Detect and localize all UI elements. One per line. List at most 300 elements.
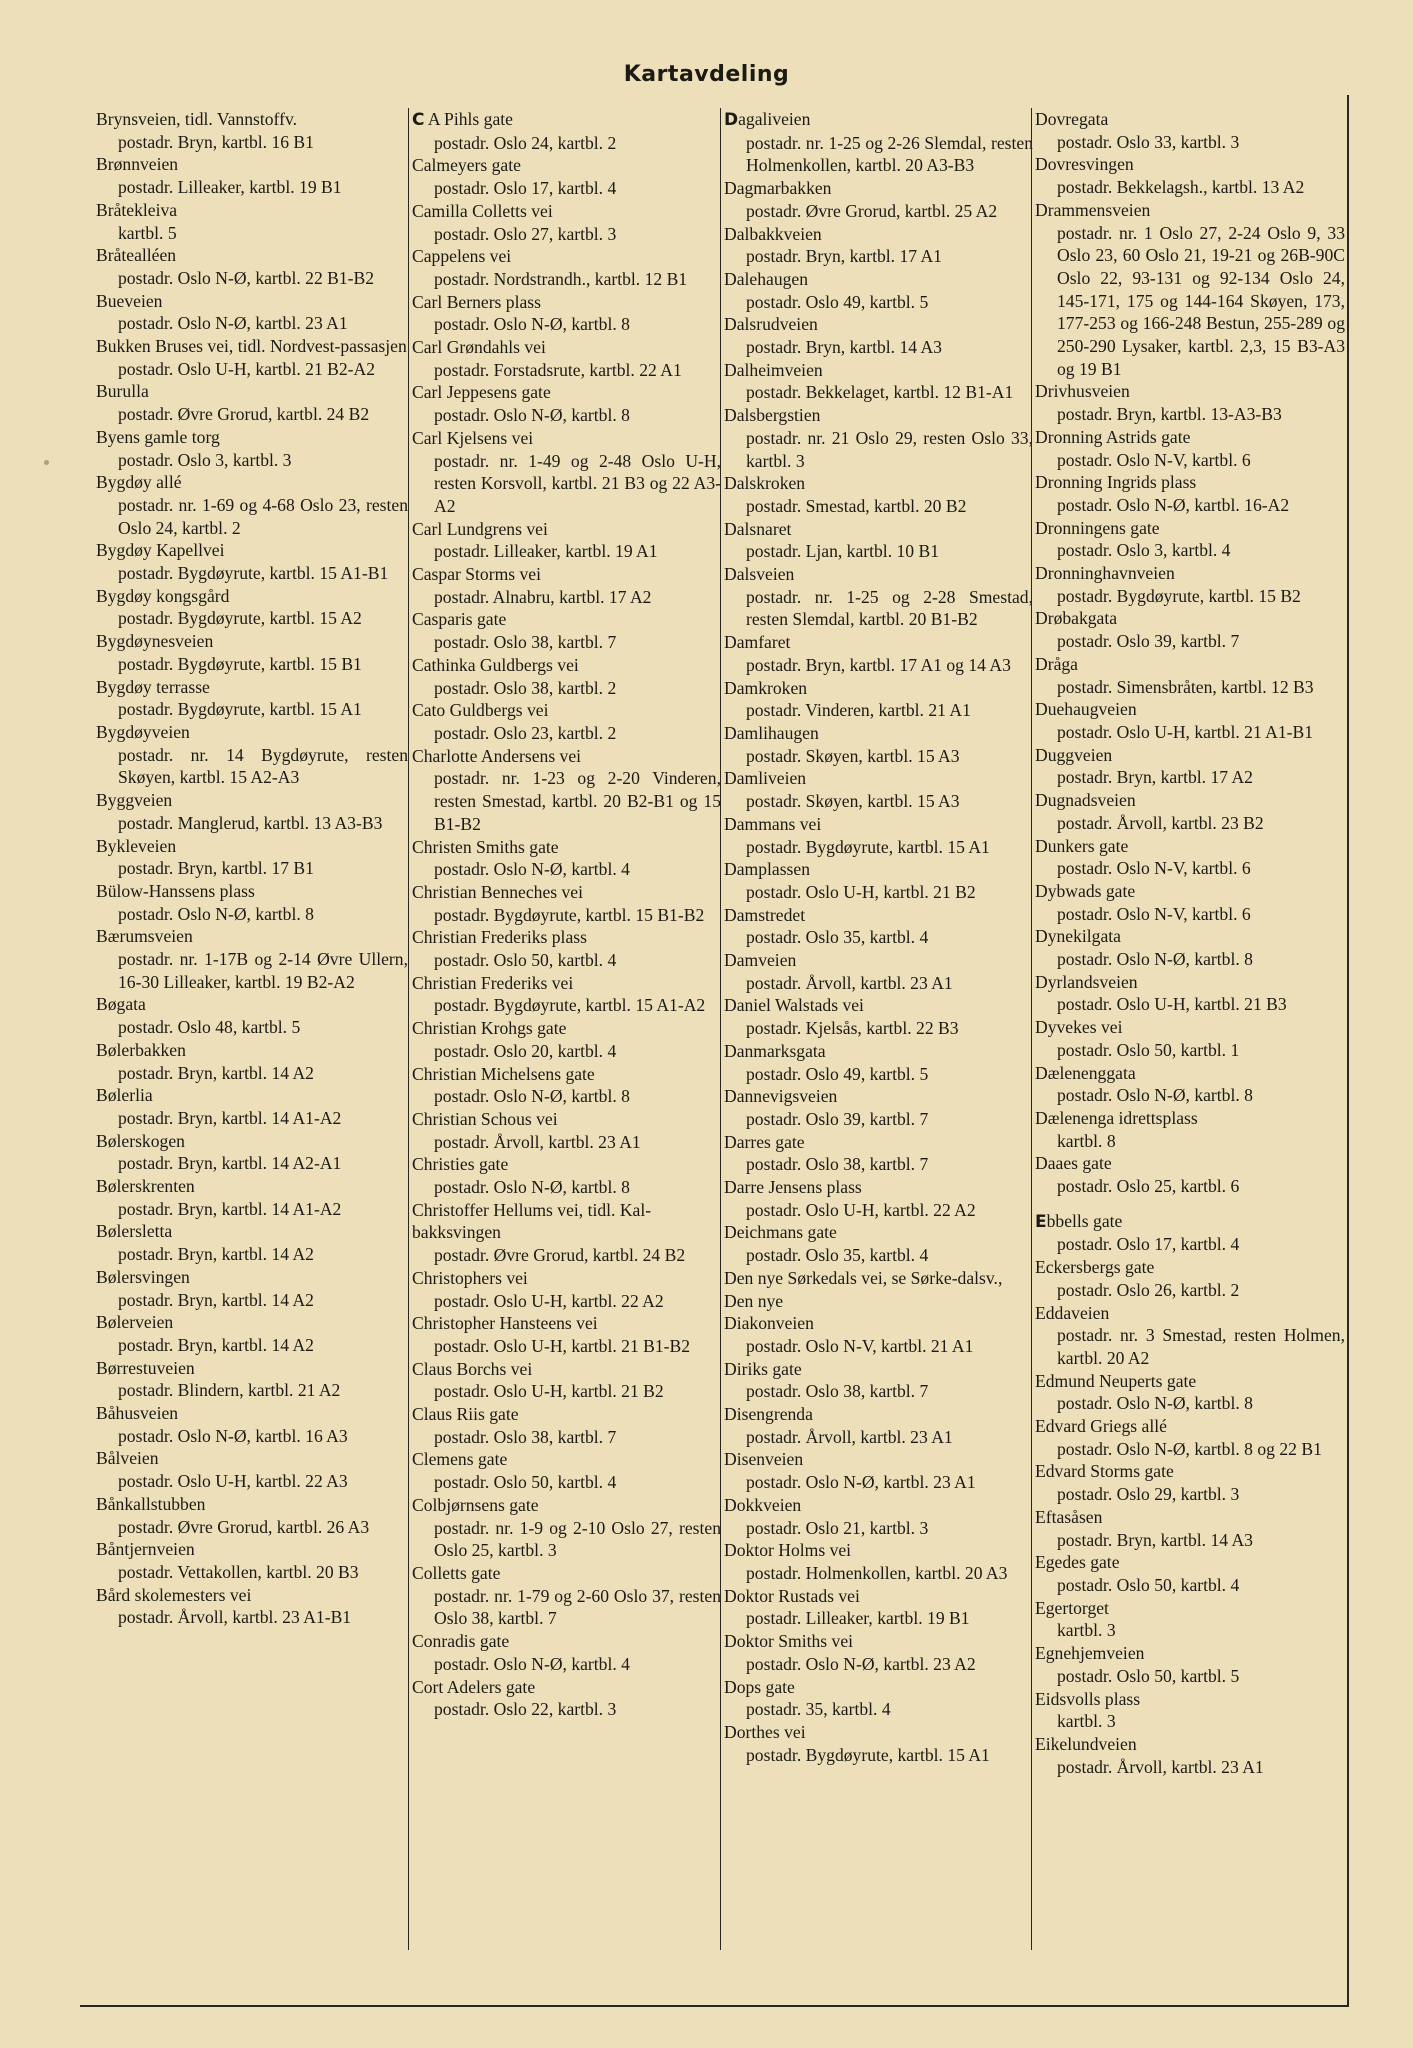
street-entry (412, 1448, 721, 1493)
postal-info: postadr. nr. 1-49 og 2-48 Oslo U-H, resten Korsvoll, kartbl. 21 B3 og 22 A3-A2 (434, 450, 721, 516)
street-entry (1035, 1107, 1345, 1152)
postal-info: postadr. Blindern, kartbl. 21 A2 (118, 1380, 341, 1401)
street-entry (412, 1267, 721, 1312)
street-entry (412, 291, 721, 336)
street-name: Carl Lundgrens vei (412, 518, 548, 539)
postal-info: postadr. Oslo 21, kartbl. 3 (746, 1517, 929, 1538)
street-name: Drammensveien (1035, 199, 1151, 220)
postal-info: postadr. Bryn, kartbl. 17 B1 (118, 858, 314, 879)
street-entry (724, 472, 1033, 517)
street-name: Bølerbakken (96, 1039, 186, 1060)
street-entry (1035, 744, 1345, 789)
street-entry (1035, 1302, 1345, 1370)
street-entry (724, 677, 1033, 722)
postal-info: postadr. Årvoll, kartbl. 23 A1 (746, 1426, 953, 1447)
postal-info: postadr. Bygdøyrute, kartbl. 15 A1-B1 (118, 563, 389, 584)
street-name: Darre Jensens plass (724, 1177, 862, 1198)
street-entry (412, 154, 721, 199)
street-name: Båntjernveien (96, 1539, 195, 1560)
street-entry (412, 1630, 721, 1675)
postal-info: postadr. nr. 1-79 og 2-60 Oslo 37, resten Oslo 38, kartbl. 7 (434, 1585, 721, 1629)
street-name: Eddaveien (1035, 1302, 1110, 1323)
postal-info: postadr. Oslo N-Ø, kartbl. 8 og 22 B1 (1057, 1438, 1322, 1459)
street-name: Darres gate (724, 1131, 805, 1152)
postal-info: postadr. Oslo N-Ø, kartbl. 22 B1-B2 (118, 267, 375, 288)
street-entry (1035, 1551, 1345, 1596)
street-name: Dronning Astrids gate (1035, 426, 1191, 447)
street-name: Egnehjemveien (1035, 1643, 1145, 1664)
street-name: Doktor Rustads vei (724, 1585, 860, 1606)
street-name: Dalsveien (724, 564, 795, 585)
postal-info: postadr. Oslo N-Ø, kartbl. 8 (434, 314, 630, 335)
street-entry (96, 153, 408, 198)
street-name: Dælenenga idrettsplass (1035, 1107, 1198, 1128)
postal-info: postadr. Bygdøyrute, kartbl. 15 B2 (1057, 585, 1301, 606)
postal-info: postadr. Simensbråten, kartbl. 12 B3 (1057, 676, 1314, 697)
postal-info: postadr. Oslo 50, kartbl. 4 (434, 950, 617, 971)
postal-info: postadr. Manglerud, kartbl. 13 A3-B3 (118, 812, 383, 833)
street-entry (724, 1040, 1033, 1085)
street-name: Bålveien (96, 1448, 159, 1469)
street-entry (412, 1403, 721, 1448)
postal-info: postadr. Forstadsrute, kartbl. 22 A1 (434, 359, 682, 380)
street-name: Byens gamle torg (96, 426, 220, 447)
postal-info: postadr. Oslo 39, kartbl. 7 (1057, 631, 1240, 652)
street-name: Bukken Bruses vei, tidl. Nordvest-passasjen (96, 336, 407, 357)
street-entry (96, 1084, 408, 1129)
street-entry (724, 813, 1033, 858)
postal-info: postadr. Oslo N-V, kartbl. 21 A1 (746, 1335, 974, 1356)
street-entry (96, 1402, 408, 1447)
street-name: Dunkers gate (1035, 835, 1129, 856)
street-entry (96, 1584, 408, 1629)
street-entry (1035, 426, 1345, 471)
street-entry (412, 699, 721, 744)
postal-info: postadr. Oslo 38, kartbl. 7 (434, 1426, 617, 1447)
street-entry (96, 789, 408, 834)
postal-info: postadr. Oslo 35, kartbl. 4 (746, 1245, 929, 1266)
street-entry (724, 268, 1033, 313)
street-entry (724, 1494, 1033, 1539)
street-name: Eckersbergs gate (1035, 1257, 1155, 1278)
column-2 (408, 108, 721, 1950)
section-initial: C (412, 110, 425, 130)
street-name: Carl Jeppesens gate (412, 382, 551, 403)
street-entry (1035, 1370, 1345, 1415)
street-name: Clemens gate (412, 1449, 508, 1470)
street-entry (96, 585, 408, 630)
street-entry (412, 881, 721, 926)
street-entry (1035, 880, 1345, 925)
street-name: Deichmans gate (724, 1222, 837, 1243)
street-name: Dyrlandsveien (1035, 971, 1138, 992)
postal-info: kartbl. 5 (118, 222, 177, 243)
street-entry (96, 676, 408, 721)
street-name: Båhusveien (96, 1403, 179, 1424)
street-name: Bueveien (96, 290, 163, 311)
postal-info: postadr. Oslo 29, kartbl. 3 (1057, 1484, 1240, 1505)
street-entry (412, 518, 721, 563)
street-name: Dovregata (1035, 109, 1109, 129)
street-name: Christopher Hansteens vei (412, 1313, 598, 1334)
street-name: Bøgata (96, 994, 146, 1015)
street-entry (1035, 1688, 1345, 1733)
street-entry (724, 904, 1033, 949)
postal-info: postadr. Skøyen, kartbl. 15 A3 (746, 791, 960, 812)
postal-info: postadr. nr. 1-69 og 4-68 Oslo 23, resten Oslo 24, kartbl. 2 (118, 494, 408, 538)
street-entry (724, 518, 1033, 563)
street-name: Doktor Holms vei (724, 1540, 852, 1561)
postal-info: postadr. Vettakollen, kartbl. 20 B3 (118, 1562, 359, 1582)
postal-info: postadr. Årvoll, kartbl. 23 A1-B1 (118, 1607, 352, 1628)
street-name: Bråtealléen (96, 245, 177, 266)
postal-info: postadr. nr. 14 Bygdøyrute, resten Skøyen, kartbl. 15 A2-A3 (118, 744, 408, 788)
postal-info: postadr. nr. 21 Oslo 29, resten Oslo 33, kartbl. 3 (746, 427, 1033, 471)
postal-info: postadr. nr. 1-9 og 2-10 Oslo 27, resten Oslo 25, kartbl. 3 (434, 1517, 721, 1561)
paper-spot (44, 460, 49, 465)
section-initial: E (1035, 1211, 1047, 1232)
street-entry (96, 835, 408, 880)
postal-info: postadr. Lilleaker, kartbl. 19 B1 (746, 1608, 970, 1629)
postal-info: postadr. nr. 1-23 og 2-20 Vinderen, resten Smestad, kartbl. 20 B2-B1 og 15 B1-B2 (434, 768, 721, 834)
postal-info: postadr. Oslo 35, kartbl. 4 (746, 927, 929, 948)
postal-info: postadr. Oslo N-V, kartbl. 6 (1057, 858, 1251, 879)
street-name: Bølersletta (96, 1221, 173, 1242)
street-name: Dalsnaret (724, 518, 792, 539)
street-entry (96, 1130, 408, 1175)
street-entry (412, 427, 721, 518)
street-entry (1035, 1597, 1345, 1642)
street-entry (1035, 971, 1345, 1016)
street-name: Den nye Sørkedals vei, se Sørke-dalsv., Den nye (724, 1267, 1003, 1311)
street-name: Dorthes vei (724, 1721, 806, 1742)
street-name: C A Pihls gate (412, 109, 513, 130)
postal-info: postadr. Oslo N-Ø, kartbl. 8 (434, 1177, 630, 1198)
postal-info: postadr. Oslo 17, kartbl. 4 (434, 178, 617, 199)
postal-info: postadr. Oslo 49, kartbl. 5 (746, 291, 929, 312)
street-name: Carl Berners plass (412, 291, 541, 312)
street-name: Cappelens vei (412, 246, 512, 267)
column-4 (1031, 108, 1345, 1950)
section-initial: D (724, 110, 739, 130)
postal-info: kartbl. 3 (1057, 1711, 1116, 1732)
street-entry (724, 1085, 1033, 1130)
street-name: Dammans vei (724, 813, 822, 834)
postal-info: postadr. Oslo 23, kartbl. 2 (434, 722, 617, 743)
postal-info: postadr. Oslo 50, kartbl. 1 (1057, 1039, 1240, 1060)
street-entry (724, 1312, 1033, 1357)
street-name: Claus Borchs vei (412, 1358, 533, 1379)
street-entry (1035, 108, 1345, 153)
street-entry (96, 1357, 408, 1402)
street-name: Eikelundveien (1035, 1733, 1137, 1754)
street-name: Edvard Storms gate (1035, 1461, 1174, 1482)
street-entry (412, 245, 721, 290)
street-name: Diakonveien (724, 1313, 814, 1334)
street-entry (1035, 1460, 1345, 1505)
street-name: Caspar Storms vei (412, 564, 542, 585)
postal-info: postadr. Bryn, kartbl. 17 A1 og 14 A3 (746, 654, 1011, 675)
postal-info: postadr. Bryn, kartbl. 14 A2 (118, 1334, 314, 1355)
street-entry (96, 426, 408, 471)
postal-info: postadr. Oslo N-Ø, kartbl. 8 (434, 405, 630, 426)
postal-info: postadr. Oslo 20, kartbl. 4 (434, 1040, 617, 1061)
postal-info: postadr. Oslo 24, kartbl. 2 (434, 132, 617, 153)
street-entry (412, 563, 721, 608)
street-name: Carl Kjelsens vei (412, 427, 534, 448)
postal-info: postadr. Oslo 3, kartbl. 4 (1057, 540, 1231, 561)
postal-info: postadr. Bryn, kartbl. 14 A2 (118, 1244, 314, 1265)
street-entry (96, 1493, 408, 1538)
street-entry (1035, 653, 1345, 698)
street-entry (96, 1039, 408, 1084)
postal-info: postadr. Bryn, kartbl. 14 A3 (1057, 1529, 1253, 1550)
street-name: Dalskroken (724, 473, 806, 494)
postal-info: postadr. Nordstrandh., kartbl. 12 B1 (434, 268, 688, 289)
street-name: Bærumsveien (96, 926, 193, 947)
street-name: Casparis gate (412, 609, 507, 630)
street-entry (724, 313, 1033, 358)
postal-info: postadr. Bygdøyrute, kartbl. 15 A1 (118, 699, 362, 720)
postal-info: postadr. Oslo 38, kartbl. 7 (434, 632, 617, 653)
street-entry (1035, 1062, 1345, 1107)
street-entry (96, 630, 408, 675)
street-entry (96, 1175, 408, 1220)
postal-info: postadr. Oslo N-Ø, kartbl. 23 A2 (746, 1653, 976, 1674)
street-name: Dyvekes vei (1035, 1017, 1123, 1038)
postal-info: kartbl. 8 (1057, 1130, 1116, 1151)
street-name: Christian Schous vei (412, 1108, 558, 1129)
street-entry (412, 381, 721, 426)
street-entry (412, 1494, 721, 1562)
street-name: Damplassen (724, 859, 810, 880)
street-name: Christoffer Hellums vei, tidl. Kal-bakksvingen (412, 1199, 652, 1243)
street-name: Bygdøy kongsgård (96, 585, 230, 606)
street-name: Bølerskrenten (96, 1176, 195, 1197)
street-name: Egedes gate (1035, 1552, 1120, 1573)
street-entry (1035, 471, 1345, 516)
street-name: Bård skolemesters vei (96, 1584, 252, 1605)
postal-info: postadr. 35, kartbl. 4 (746, 1699, 891, 1720)
street-entry (724, 631, 1033, 676)
street-entry (412, 1358, 721, 1403)
postal-info: postadr. Oslo 39, kartbl. 7 (746, 1108, 929, 1129)
postal-info: postadr. Bryn, kartbl. 14 A2 (118, 1289, 314, 1310)
postal-info: postadr. Oslo U-H, kartbl. 21 B1-B2 (434, 1335, 691, 1356)
postal-info: postadr. Bryn, kartbl. 14 A1-A2 (118, 1107, 342, 1128)
street-name: Bygdøy terrasse (96, 676, 210, 697)
postal-info: postadr. Skøyen, kartbl. 15 A3 (746, 745, 960, 766)
street-name: Edvard Griegs allé (1035, 1416, 1167, 1437)
postal-info: postadr. Lilleaker, kartbl. 19 A1 (434, 541, 658, 562)
street-name: Dronninghavnveien (1035, 563, 1175, 584)
street-name: Calmeyers gate (412, 155, 521, 176)
street-entry (724, 1176, 1033, 1221)
street-name: Bølerveien (96, 1312, 174, 1333)
postal-info: postadr. Oslo U-H, kartbl. 21 B2-A2 (118, 358, 376, 379)
street-entry (96, 1447, 408, 1492)
postal-info: postadr. Oslo N-Ø, kartbl. 8 (1057, 949, 1253, 970)
street-name: Dalsbergstien (724, 405, 821, 426)
street-name: Christian Krohgs gate (412, 1018, 567, 1039)
street-entry (724, 1630, 1033, 1675)
street-name: Christian Frederiks vei (412, 972, 574, 993)
street-name: Dronningens gate (1035, 517, 1160, 538)
postal-info: postadr. Årvoll, kartbl. 23 B2 (1057, 812, 1264, 833)
postal-info: postadr. nr. 1 Oslo 27, 2-24 Oslo 9, 33 Oslo 23, 60 Oslo 21, 19-21 og 26B-90C Oslo 22, 93-131 og 92-134 Oslo 24, 145-171, 175 og 144-164 Skøyen, 173, 177-253 og 166-248 Bestun, 255-289 og 250-290 Lysaker, kartbl. 2,3, 15 B3-A3 og 19 B1 (1057, 222, 1345, 379)
postal-info: postadr. Kjelsås, kartbl. 22 B3 (746, 1018, 959, 1039)
street-name: Bølerskogen (96, 1130, 185, 1151)
postal-info: postadr. Bygdøyrute, kartbl. 15 A2 (118, 608, 362, 629)
street-entry (96, 539, 408, 584)
street-name: Bråtekleiva (96, 199, 178, 220)
postal-info: postadr. Oslo N-Ø, kartbl. 4 (434, 859, 630, 880)
street-name: Damfaret (724, 632, 791, 653)
street-name: Daniel Walstads vei (724, 995, 864, 1016)
street-name: Cort Adelers gate (412, 1676, 536, 1697)
street-name: Dalbakkveien (724, 223, 822, 244)
street-name: Bygdøy allé (96, 472, 182, 493)
postal-info: postadr. Oslo 26, kartbl. 2 (1057, 1279, 1240, 1300)
postal-info: postadr. Oslo N-V, kartbl. 6 (1057, 903, 1251, 924)
postal-info: postadr. nr. 3 Smestad, resten Holmen, kartbl. 20 A2 (1057, 1325, 1345, 1368)
postal-info: postadr. Bryn, kartbl. 13-A3-B3 (1057, 404, 1282, 425)
street-entry (724, 1267, 1033, 1312)
street-name: Brynsveien, tidl. Vannstoffv. (96, 109, 298, 129)
street-name: Christen Smiths gate (412, 836, 559, 857)
street-name: Damkroken (724, 677, 808, 698)
street-name: Diriks gate (724, 1358, 802, 1379)
street-entry (1035, 835, 1345, 880)
column-3 (720, 108, 1033, 1950)
street-name: Drivhusveien (1035, 381, 1130, 402)
street-entry (1035, 562, 1345, 607)
street-name: Christies gate (412, 1154, 509, 1175)
street-name: Dråga (1035, 653, 1078, 674)
street-entry (1035, 153, 1345, 198)
street-entry (412, 1312, 721, 1357)
postal-info: postadr. Lilleaker, kartbl. 19 B1 (118, 177, 342, 198)
street-entry (724, 108, 1033, 177)
street-name: Dynekilgata (1035, 926, 1121, 947)
street-entry (412, 1199, 721, 1267)
street-entry (1035, 1642, 1345, 1687)
street-entry (724, 1131, 1033, 1176)
street-entry (724, 858, 1033, 903)
postal-info: postadr. Oslo 50, kartbl. 5 (1057, 1665, 1240, 1686)
street-name: Disenveien (724, 1449, 804, 1470)
postal-info: postadr. Bygdøyrute, kartbl. 15 A1 (746, 836, 990, 857)
street-name: Bygdøyveien (96, 721, 190, 742)
postal-info: postadr. Oslo 25, kartbl. 6 (1057, 1176, 1240, 1197)
street-name: Egertorget (1035, 1597, 1109, 1618)
street-name: Damliveien (724, 768, 807, 789)
postal-info: postadr. Oslo 3, kartbl. 3 (118, 449, 292, 470)
postal-info: postadr. Bryn, kartbl. 14 A2-A1 (118, 1153, 342, 1174)
postal-info: postadr. Oslo 38, kartbl. 7 (746, 1154, 929, 1175)
street-entry (724, 722, 1033, 767)
street-entry (96, 1311, 408, 1356)
street-entry (412, 654, 721, 699)
postal-info: postadr. nr. 1-25 og 2-26 Slemdal, resten Holmenkollen, kartbl. 20 A3-B3 (746, 132, 1033, 176)
street-entry (724, 177, 1033, 222)
street-name: Claus Riis gate (412, 1404, 519, 1425)
street-entry (1035, 1506, 1345, 1551)
street-name: Drøbakgata (1035, 608, 1118, 629)
street-name: Bülow-Hanssens plass (96, 880, 255, 901)
postal-info: postadr. Oslo 38, kartbl. 2 (434, 677, 617, 698)
street-name: Colbjørnsens gate (412, 1494, 539, 1515)
street-entry (1035, 1733, 1345, 1778)
postal-info: postadr. Oslo U-H, kartbl. 22 A3 (118, 1471, 348, 1492)
postal-info: postadr. Bekkelaget, kartbl. 12 B1-A1 (746, 382, 1014, 403)
street-entry (96, 108, 408, 153)
street-entry (96, 993, 408, 1038)
street-name: Dagmarbakken (724, 178, 832, 199)
street-name: Danmarksgata (724, 1040, 826, 1061)
street-name: Eidsvolls plass (1035, 1688, 1141, 1709)
street-name: Cato Guldbergs vei (412, 700, 549, 721)
street-entry (412, 972, 721, 1017)
street-entry (96, 925, 408, 993)
street-name: Bølerlia (96, 1085, 153, 1106)
street-entry (1035, 380, 1345, 425)
street-entry (724, 1721, 1033, 1766)
street-entry (96, 199, 408, 244)
postal-info: postadr. Oslo U-H, kartbl. 21 B2 (746, 881, 976, 902)
street-name: Charlotte Andersens vei (412, 745, 582, 766)
street-entry (96, 380, 408, 425)
street-entry (724, 1403, 1033, 1448)
postal-info: postadr. Årvoll, kartbl. 23 A1 (1057, 1756, 1264, 1777)
street-entry (96, 880, 408, 925)
postal-info: postadr. Vinderen, kartbl. 21 A1 (746, 700, 971, 721)
postal-info: postadr. Øvre Grorud, kartbl. 24 B2 (434, 1245, 686, 1266)
postal-info: postadr. Oslo 50, kartbl. 4 (434, 1472, 617, 1493)
street-name: Colletts gate (412, 1563, 501, 1583)
postal-info: postadr. Årvoll, kartbl. 23 A1 (746, 972, 953, 993)
street-entry (412, 108, 721, 154)
street-entry (412, 1108, 721, 1153)
street-name: Dovresvingen (1035, 154, 1134, 175)
street-name: Dugnadsveien (1035, 790, 1136, 811)
postal-info: postadr. Bygdøyrute, kartbl. 15 A1 (746, 1744, 990, 1765)
postal-info: postadr. Oslo 48, kartbl. 5 (118, 1017, 301, 1038)
street-entry (724, 1358, 1033, 1403)
street-entry (724, 1221, 1033, 1266)
street-entry (724, 1539, 1033, 1584)
street-entry (96, 721, 408, 789)
postal-info: postadr. Bryn, kartbl. 14 A1-A2 (118, 1198, 342, 1219)
postal-info: postadr. Oslo N-Ø, kartbl. 8 (434, 1086, 630, 1107)
street-entry (412, 1562, 721, 1630)
postal-info: postadr. Oslo 49, kartbl. 5 (746, 1063, 929, 1084)
postal-info: postadr. Øvre Grorud, kartbl. 24 B2 (118, 404, 370, 425)
street-name: Camilla Colletts vei (412, 200, 553, 221)
street-name: Dops gate (724, 1676, 795, 1697)
street-entry (1035, 1256, 1345, 1301)
postal-info: postadr. Oslo N-Ø, kartbl. 16 A3 (118, 1425, 348, 1446)
postal-info: postadr. Oslo U-H, kartbl. 22 A2 (434, 1290, 664, 1311)
postal-info: postadr. Oslo N-Ø, kartbl. 23 A1 (118, 313, 348, 334)
street-name: Conradis gate (412, 1631, 510, 1652)
postal-info: postadr. Ljan, kartbl. 10 B1 (746, 541, 940, 562)
street-name: Dagaliveien (724, 109, 811, 130)
street-name: Christian Michelsens gate (412, 1063, 595, 1084)
street-name: Damlihaugen (724, 722, 819, 743)
postal-info: postadr. Bryn, kartbl. 17 A2 (1057, 767, 1253, 788)
postal-info: postadr. Bryn, kartbl. 14 A2 (118, 1062, 314, 1083)
